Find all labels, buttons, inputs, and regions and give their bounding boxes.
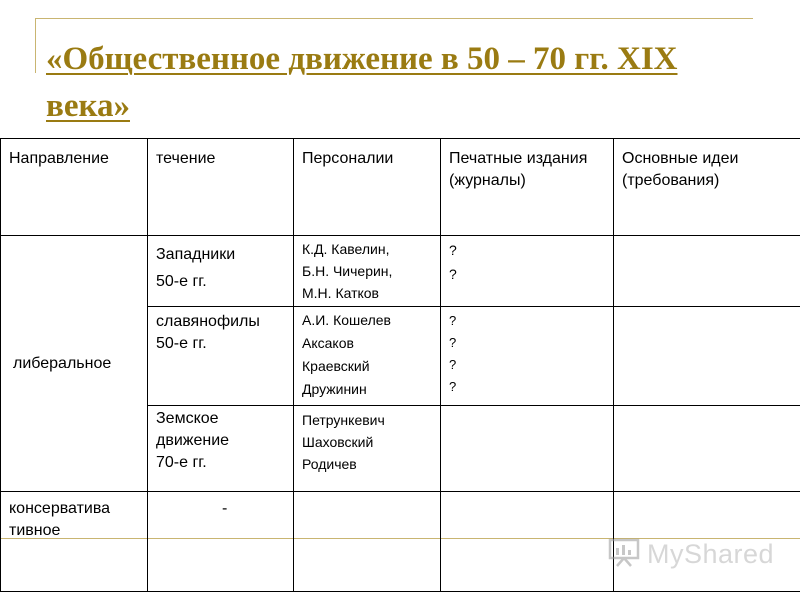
decor-line-left	[35, 18, 36, 73]
current-line: 70-е гг.	[156, 454, 207, 471]
header-journals: Печатные издания (журналы)	[449, 150, 588, 189]
header-direction: Направление	[9, 150, 109, 167]
table-header-row	[1, 139, 800, 236]
current-line: 50-е гг.	[156, 335, 207, 352]
header-current: течение	[156, 150, 216, 167]
person-name: К.Д. Кавелин,	[302, 241, 390, 257]
presentation-board-icon	[607, 537, 641, 572]
current-cell	[148, 236, 293, 295]
person-name: М.Н. Катков	[302, 285, 379, 301]
current-line: славянофилы	[156, 313, 260, 330]
journal-unknown: ?	[449, 242, 457, 258]
current-line: Западники	[156, 246, 236, 263]
direction-conservative-label: консерватива тивное	[9, 500, 111, 539]
persons-cell	[294, 406, 440, 475]
current-cell	[148, 406, 293, 474]
journal-unknown: ?	[449, 313, 457, 328]
watermark	[607, 537, 774, 572]
current-line: Земское	[156, 410, 219, 427]
current-line: движение	[156, 432, 230, 449]
person-name: Дружинин	[302, 381, 367, 397]
decor-line-top	[35, 18, 753, 19]
persons-cell	[294, 307, 440, 401]
person-name: Петрункевич	[302, 412, 385, 428]
journals-cell	[441, 236, 613, 286]
slide-title: «Общественное движение в 50 – 70 гг. XIX века»	[46, 41, 678, 124]
watermark-text: MyShared	[647, 539, 775, 569]
person-name: Родичев	[302, 456, 357, 472]
movement-table	[0, 138, 800, 592]
current-dash: -	[222, 500, 228, 517]
person-name: Аксаков	[302, 335, 354, 351]
journal-unknown: ?	[449, 379, 457, 394]
direction-liberal-label: либеральное	[13, 354, 112, 372]
header-ideas: Основные идеи (требования)	[622, 150, 739, 189]
journal-unknown: ?	[449, 335, 457, 350]
table-row	[1, 236, 800, 307]
persons-cell	[294, 236, 440, 304]
journal-unknown: ?	[449, 266, 457, 282]
person-name: А.И. Кошелев	[302, 312, 391, 328]
journals-cell	[441, 307, 613, 398]
current-cell	[148, 307, 293, 355]
person-name: Краевский	[302, 358, 370, 374]
person-name: Шаховский	[302, 434, 374, 450]
direction-cell-liberal	[1, 236, 148, 492]
current-line: 50-е гг.	[156, 273, 207, 290]
person-name: Б.Н. Чичерин,	[302, 263, 393, 279]
journal-unknown: ?	[449, 357, 457, 372]
header-persons: Персоналии	[302, 150, 394, 167]
